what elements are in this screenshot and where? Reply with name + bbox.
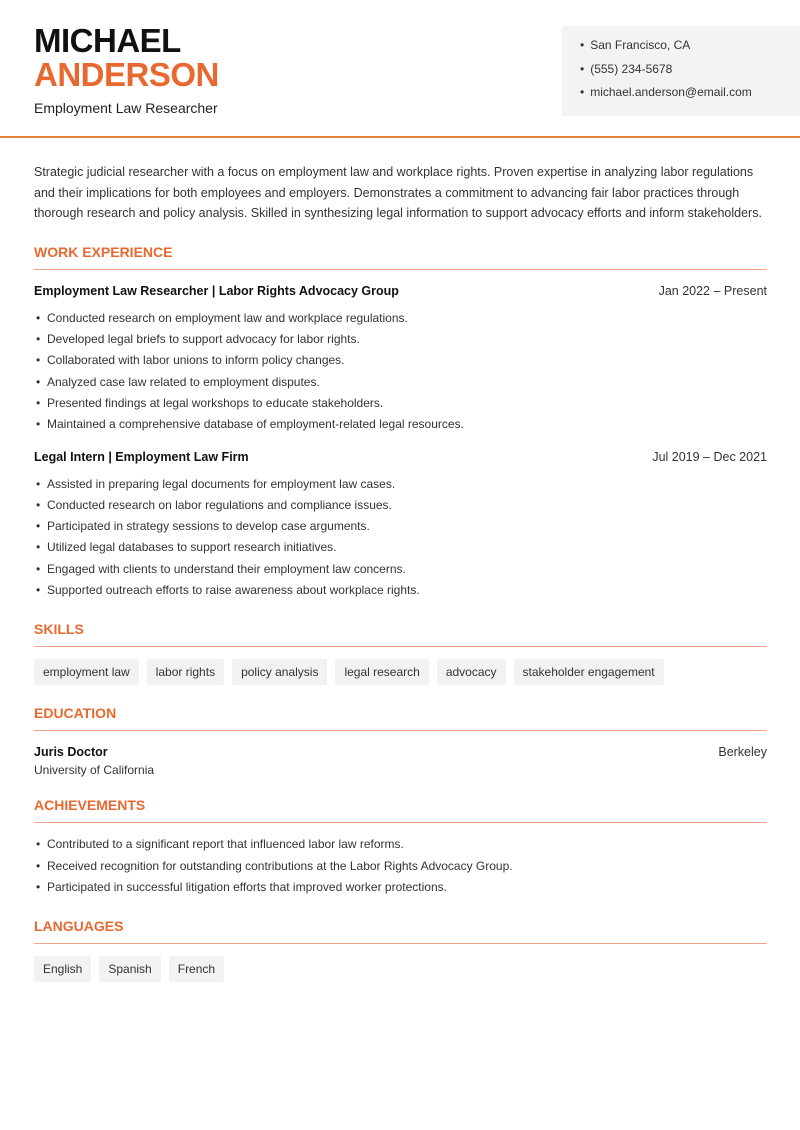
school: University of California — [34, 763, 155, 778]
skill-chip: labor rights — [147, 659, 224, 685]
skill-chip: legal research — [335, 659, 428, 685]
language-chip: French — [169, 956, 224, 982]
last-name: ANDERSON — [34, 56, 219, 93]
job-bullet: • Supported outreach efforts to raise awareness about workplace rights. — [34, 580, 767, 601]
job-bullet: • Analyzed case law related to employment disputes. — [34, 372, 767, 393]
job-bullet: • Conducted research on employment law and workplace regulations. — [34, 308, 767, 329]
achievements-list — [34, 834, 767, 898]
job-entry — [34, 450, 767, 602]
section-heading-education: EDUCATION — [34, 705, 767, 731]
job-date: Jan 2022 – Present — [658, 283, 767, 298]
contact-box — [562, 26, 800, 116]
skill-chip: employment law — [34, 659, 139, 685]
job-bullet: • Assisted in preparing legal documents for employment law cases. — [34, 474, 767, 495]
education-location: Berkeley — [718, 745, 767, 760]
job-bullet: • Developed legal briefs to support advocacy for labor rights. — [34, 329, 767, 350]
job-role: Legal Intern | Employment Law Firm — [34, 449, 249, 464]
education-entry — [34, 745, 767, 777]
contact-location: • San Francisco, CA — [580, 34, 800, 58]
section-heading-languages: LANGUAGES — [34, 918, 767, 944]
achievement-item: • Participated in successful litigation efforts that improved worker protections. — [34, 877, 767, 898]
skill-chip: stakeholder engagement — [514, 659, 664, 685]
skill-chip: advocacy — [437, 659, 506, 685]
degree: Juris Doctor — [34, 745, 108, 760]
language-chip: English — [34, 956, 91, 982]
languages-list — [34, 956, 767, 982]
job-bullet: • Maintained a comprehensive database of employment-related legal resources. — [34, 414, 767, 435]
job-title: Employment Law Researcher — [34, 100, 218, 116]
section-heading-work: WORK EXPERIENCE — [34, 244, 767, 270]
job-entry — [34, 284, 767, 436]
job-role: Employment Law Researcher | Labor Rights Advocacy Group — [34, 283, 399, 298]
job-bullet: • Engaged with clients to understand their employment law concerns. — [34, 559, 767, 580]
job-bullet: • Utilized legal databases to support research initiatives. — [34, 537, 767, 558]
skill-chip: policy analysis — [232, 659, 327, 685]
job-date: Jul 2019 – Dec 2021 — [652, 449, 767, 464]
skills-list — [34, 659, 767, 685]
job-bullet: • Participated in strategy sessions to develop case arguments. — [34, 516, 767, 537]
resume-header — [0, 0, 800, 138]
summary: Strategic judicial researcher with a focus on employment law and workplace rights. Proven expertise in analyzing labor regulations and their implications for both employees and employers. Demonstrates a commitment to advancing fair labor practices through thorough research and policy analysis. Skilled in synthesizing legal information to support advocacy efforts and inform stakeholders. — [34, 165, 762, 221]
job-bullet: • Conducted research on labor regulations and compliance issues. — [34, 495, 767, 516]
achievement-item: • Contributed to a significant report that influenced labor law reforms. — [34, 834, 767, 855]
section-heading-skills: SKILLS — [34, 621, 767, 647]
job-bullet: • Collaborated with labor unions to inform policy changes. — [34, 350, 767, 371]
achievement-item: • Received recognition for outstanding contributions at the Labor Rights Advocacy Group. — [34, 856, 767, 877]
contact-email: • michael.anderson@email.com — [580, 81, 800, 105]
language-chip: Spanish — [99, 956, 160, 982]
first-name: MICHAEL — [34, 22, 181, 59]
job-bullet: • Presented findings at legal workshops to educate stakeholders. — [34, 393, 767, 414]
candidate-name — [34, 24, 219, 92]
contact-phone: • (555) 234-5678 — [580, 58, 800, 82]
section-heading-achievements: ACHIEVEMENTS — [34, 797, 767, 823]
